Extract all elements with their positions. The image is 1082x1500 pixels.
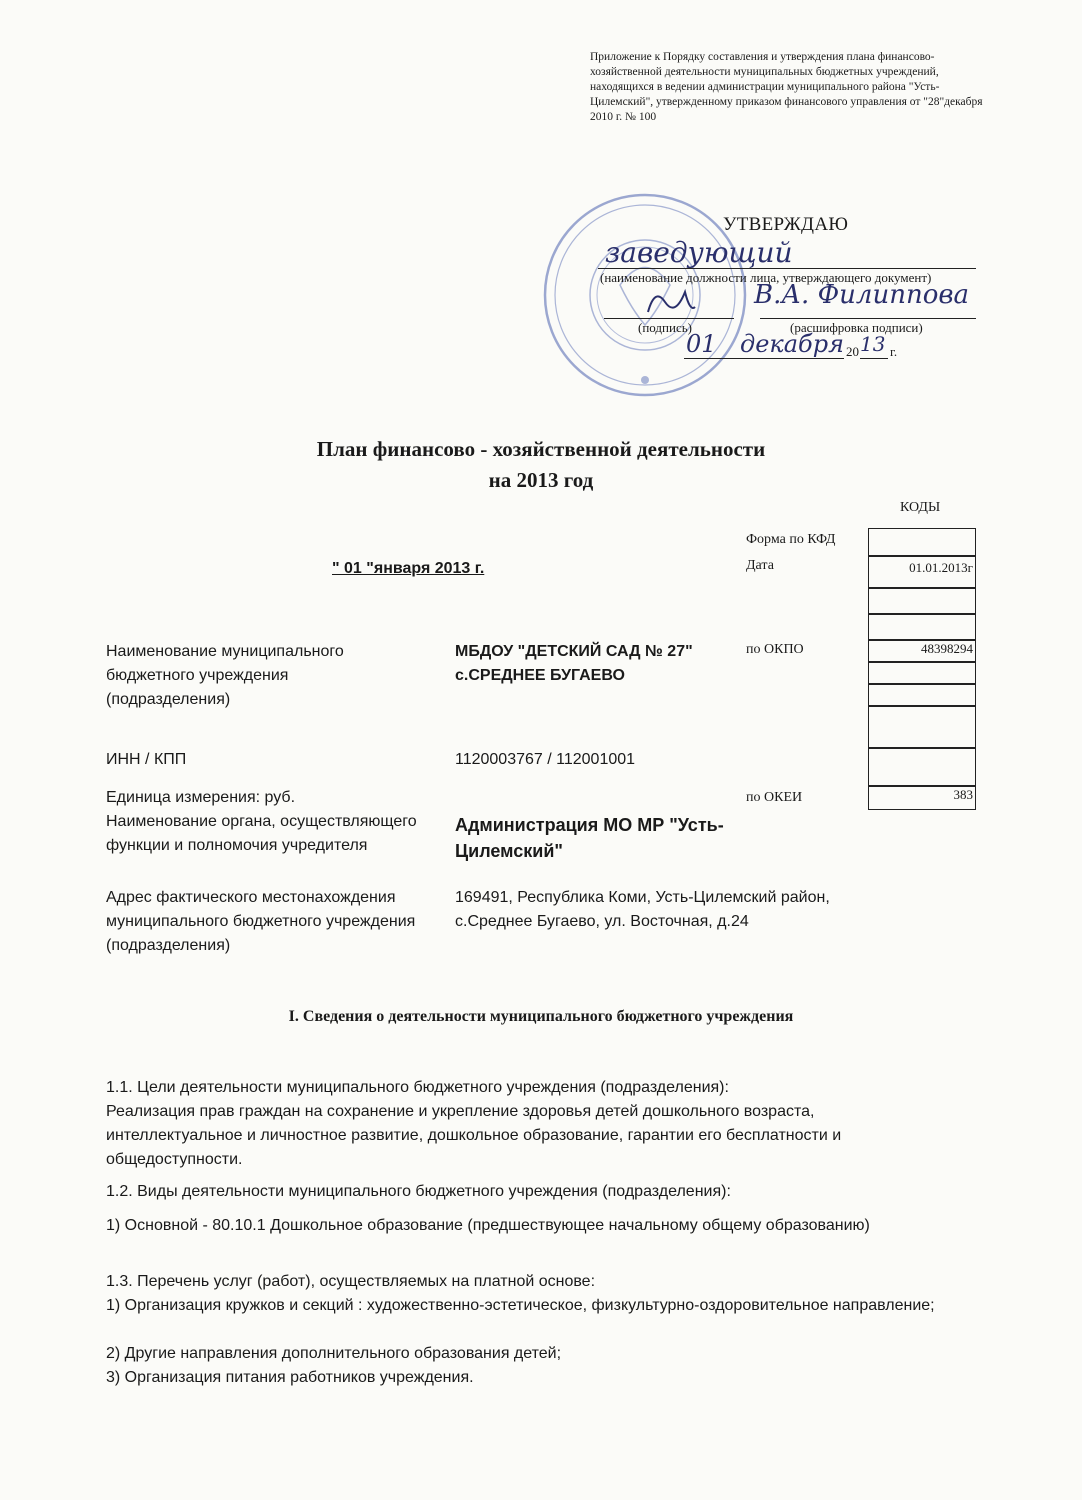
section1-title: I. Сведения о деятельности муниципального бюджетного учреждения [288,1008,794,1025]
address-label: Адрес фактического местонахождения муниципального бюджетного учреждения (подразделения) [106,889,416,954]
date-line [684,358,844,359]
address-value: 169491, Республика Коми, Усть-Цилемский район, с.Среднее Бугаево, ул. Восточная, д.24 [455,889,830,930]
paid-service-item-3: 3) Организация питания работников учреждения. [106,1369,474,1386]
date-year-end: г. [890,344,898,359]
code-box-empty-1 [868,588,976,614]
signature-mark [640,282,700,322]
form-label: Форма по КФД [746,532,836,547]
inn-value: 1120003767 / 112001001 [455,751,636,768]
activities-heading: 1.2. Виды деятельности муниципального бюджетного учреждения (подразделения): [106,1183,731,1200]
position-caption: (наименование должности лица, утверждающего документ) [600,270,932,285]
okei-label: по ОКЕИ [746,790,803,805]
code-box-empty-4 [868,684,976,706]
doc-title-line2: на 2013 год [488,468,594,492]
doc-date: " 01 "января 2013 г. [332,560,485,577]
date-label: Дата [746,558,774,573]
okpo-label: по ОКПО [746,642,804,657]
founder-value: Администрация МО МР "Усть-Цилемский" [455,815,724,861]
year-line [860,358,888,359]
date-year-handwritten: 13 [860,332,886,356]
signature-caption: (подпись) [638,320,692,335]
goals-heading: 1.1. Цели деятельности муниципального бюджетного учреждения (подразделения): [106,1079,729,1096]
date-month-handwritten: декабря [740,330,844,358]
approve-title: УТВЕРЖДАЮ [723,214,849,235]
org-name-value: МБДОУ "ДЕТСКИЙ САД № 27" с.СРЕДНЕЕ БУГАЕВО [455,643,693,684]
code-box-empty-6 [868,748,976,786]
date-code-box: 01.01.2013г [868,556,976,588]
paid-service-item-2: 2) Другие направления дополнительного образования детей; [106,1345,562,1362]
org-name-label: Наименование муниципального бюджетного учреждения (подразделения) [106,643,344,708]
unit-label: Единица измерения: руб. [106,789,296,806]
header-note: Приложение к Порядку составления и утверждения плана финансово-хозяйственной деятельности муниципальных бюджетных учреждений, находящихся в ведении администрации муниципального района "Усть-Цилемский", утвержденному приказом финансового управления от "28"декабря 2010 г. № 100 [590,51,983,123]
decode-line [760,318,976,319]
signature-line [604,318,734,319]
founder-label: Наименование органа, осуществляющего функции и полномочия учредителя [106,813,417,854]
decode-caption: (расшифровка подписи) [790,320,923,335]
goals-body: Реализация прав граждан на сохранение и укрепление здоровья детей дошкольного возраста, интеллектуальное и личностное развитие, дошкольное образование, гарантии его бесплатности и общедоступности. [106,1103,842,1168]
form-code-box [868,528,976,556]
okei-code-box: 383 [868,786,976,810]
activities-body: 1) Основной - 80.10.1 Дошкольное образование (предшествующее начальному общему образованию) [106,1217,870,1234]
paid-services-heading: 1.3. Перечень услуг (работ), осуществляемых на платной основе: [106,1273,596,1290]
code-box-empty-2 [868,614,976,640]
position-line [598,268,976,269]
paid-service-item-1: 1) Организация кружков и секций : художественно-эстетическое, физкультурно-оздоровительное направление; [106,1297,935,1314]
codes-header: КОДЫ [900,500,941,515]
code-box-empty-3 [868,662,976,684]
code-box-empty-5 [868,706,976,748]
okpo-code-box: 48398294 [868,640,976,662]
date-day-handwritten: 01 [686,330,717,358]
decode-handwritten: В.А. Филиппова [754,280,969,310]
doc-title-line1: План финансово - хозяйственной деятельности [316,437,766,461]
position-handwritten: заведующий [605,236,793,269]
inn-label: ИНН / КПП [106,751,187,768]
date-year-prefix: 20 [846,344,859,359]
